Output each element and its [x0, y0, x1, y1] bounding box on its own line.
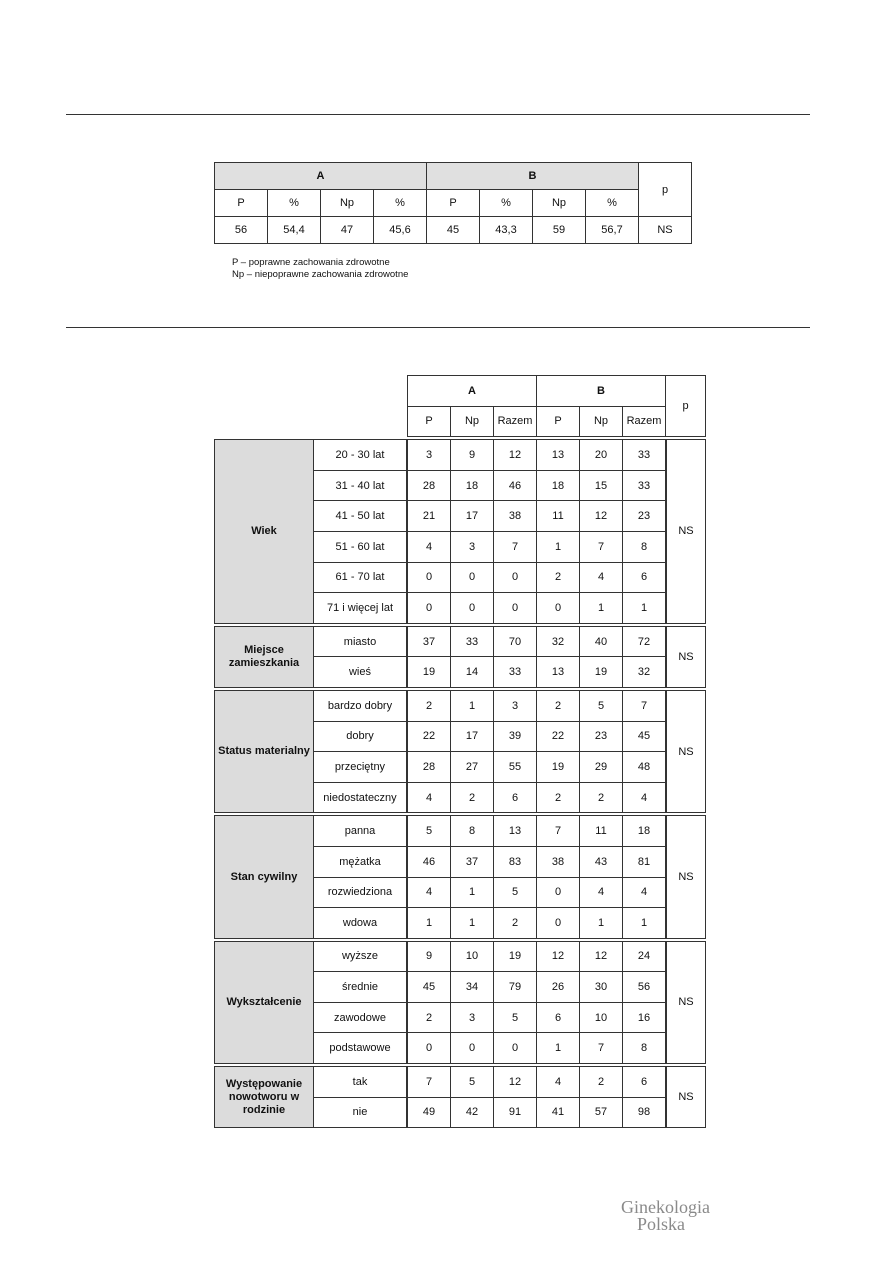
- column-header: Razem: [494, 407, 537, 438]
- value-cell: 38: [494, 501, 537, 532]
- value-cell: 8: [623, 532, 666, 563]
- value-cell: 18: [537, 471, 580, 502]
- summary-table: [214, 162, 692, 244]
- value-cell: 3: [451, 1003, 494, 1034]
- value-cell: 2: [537, 563, 580, 594]
- value-cell: 37: [451, 847, 494, 878]
- value-cell: 33: [623, 439, 666, 471]
- value-cell: 34: [451, 972, 494, 1003]
- middle-rule: [66, 327, 810, 328]
- p-value-cell: NS: [639, 217, 692, 244]
- group-b-header: B: [427, 162, 639, 190]
- value-cell: 0: [407, 593, 451, 624]
- value-cell: 12: [494, 1066, 537, 1098]
- value-cell: 23: [580, 722, 623, 753]
- row-label: rozwiedziona: [314, 878, 407, 909]
- row-label: tak: [314, 1066, 407, 1098]
- value-cell: 37: [407, 626, 451, 658]
- value-cell: 29: [580, 752, 623, 783]
- value-cell: 11: [580, 815, 623, 847]
- group-a-header: A: [407, 375, 537, 407]
- value-cell: 13: [537, 657, 580, 688]
- value-cell: 0: [451, 593, 494, 624]
- value-cell: 32: [537, 626, 580, 658]
- row-label: panna: [314, 815, 407, 847]
- value-cell: 13: [494, 815, 537, 847]
- value-cell: 8: [451, 815, 494, 847]
- value-cell: 7: [494, 532, 537, 563]
- row-label: 61 - 70 lat: [314, 563, 407, 594]
- value-cell: 5: [494, 878, 537, 909]
- p-value-cell: NS: [666, 1066, 706, 1128]
- row-label: bardzo dobry: [314, 690, 407, 722]
- row-label: 20 - 30 lat: [314, 439, 407, 471]
- value-cell: 6: [623, 1066, 666, 1098]
- value-cell: 12: [494, 439, 537, 471]
- value-cell: 5: [580, 690, 623, 722]
- value-cell: 7: [537, 815, 580, 847]
- value-cell: 9: [407, 941, 451, 973]
- table-row: [214, 941, 706, 973]
- value-cell: 91: [494, 1098, 537, 1129]
- row-label: średnie: [314, 972, 407, 1003]
- value-cell: 0: [494, 563, 537, 594]
- value-cell: 1: [451, 878, 494, 909]
- value-cell: 4: [623, 783, 666, 814]
- row-label: dobry: [314, 722, 407, 753]
- value-cell: 28: [407, 752, 451, 783]
- value-cell: 10: [451, 941, 494, 973]
- value-cell: 21: [407, 501, 451, 532]
- value-cell: 43: [580, 847, 623, 878]
- value-cell: 5: [494, 1003, 537, 1034]
- value-cell: 19: [407, 657, 451, 688]
- demographics-table: [214, 375, 706, 1128]
- table-row: [214, 690, 706, 722]
- row-label: 31 - 40 lat: [314, 471, 407, 502]
- value-cell: 7: [580, 1033, 623, 1064]
- value-cell: 3: [407, 439, 451, 471]
- p-value-cell: NS: [666, 439, 706, 624]
- category-label: Miejsce zamieszkania: [214, 626, 314, 688]
- p-value-cell: NS: [666, 941, 706, 1064]
- value-cell: 2: [537, 783, 580, 814]
- column-header: Razem: [623, 407, 666, 438]
- column-header: P: [427, 190, 480, 217]
- value-cell: 27: [451, 752, 494, 783]
- row-label: niedostateczny: [314, 783, 407, 814]
- row-label: wyższe: [314, 941, 407, 973]
- category-label: Wiek: [214, 439, 314, 624]
- value-cell: 10: [580, 1003, 623, 1034]
- value-cell: 47: [321, 217, 374, 244]
- value-cell: 18: [451, 471, 494, 502]
- top-rule: [66, 114, 810, 115]
- column-header: P: [537, 407, 580, 438]
- value-cell: 13: [537, 439, 580, 471]
- value-cell: 45,6: [374, 217, 427, 244]
- value-cell: 14: [451, 657, 494, 688]
- value-cell: 28: [407, 471, 451, 502]
- value-cell: 70: [494, 626, 537, 658]
- value-cell: 41: [537, 1098, 580, 1129]
- row-label: podstawowe: [314, 1033, 407, 1064]
- value-cell: 8: [623, 1033, 666, 1064]
- journal-logo: [621, 1199, 710, 1233]
- value-cell: 26: [537, 972, 580, 1003]
- value-cell: 5: [451, 1066, 494, 1098]
- value-cell: 30: [580, 972, 623, 1003]
- value-cell: 1: [537, 1033, 580, 1064]
- value-cell: 3: [494, 690, 537, 722]
- column-header: %: [374, 190, 427, 217]
- column-header: P: [407, 407, 451, 438]
- value-cell: 79: [494, 972, 537, 1003]
- value-cell: 57: [580, 1098, 623, 1129]
- value-cell: 4: [537, 1066, 580, 1098]
- value-cell: 3: [451, 532, 494, 563]
- value-cell: 33: [494, 657, 537, 688]
- value-cell: 59: [533, 217, 586, 244]
- category-label: Status materialny: [214, 690, 314, 813]
- value-cell: 40: [580, 626, 623, 658]
- table-legend: [232, 257, 408, 281]
- value-cell: 33: [451, 626, 494, 658]
- value-cell: 2: [407, 1003, 451, 1034]
- value-cell: 24: [623, 941, 666, 973]
- value-cell: 4: [407, 532, 451, 563]
- value-cell: 6: [494, 783, 537, 814]
- value-cell: 45: [623, 722, 666, 753]
- value-cell: 72: [623, 626, 666, 658]
- row-label: nie: [314, 1098, 407, 1129]
- row-label: wdowa: [314, 908, 407, 939]
- legend-line: Np – niepoprawne zachowania zdrowotne: [232, 269, 409, 280]
- value-cell: 1: [623, 593, 666, 624]
- value-cell: 0: [407, 1033, 451, 1064]
- value-cell: 45: [407, 972, 451, 1003]
- value-cell: 4: [407, 878, 451, 909]
- value-cell: 18: [623, 815, 666, 847]
- value-cell: 17: [451, 501, 494, 532]
- value-cell: 1: [537, 532, 580, 563]
- value-cell: 2: [494, 908, 537, 939]
- value-cell: 39: [494, 722, 537, 753]
- value-cell: 1: [580, 593, 623, 624]
- value-cell: 0: [537, 908, 580, 939]
- value-cell: 46: [494, 471, 537, 502]
- row-label: 71 i więcej lat: [314, 593, 407, 624]
- column-header: %: [268, 190, 321, 217]
- logo-line: Polska: [637, 1214, 686, 1234]
- legend-line: P – poprawne zachowania zdrowotne: [232, 257, 390, 268]
- value-cell: 1: [451, 908, 494, 939]
- value-cell: 4: [580, 563, 623, 594]
- column-header: %: [586, 190, 639, 217]
- p-value-cell: NS: [666, 626, 706, 688]
- value-cell: 43,3: [480, 217, 533, 244]
- value-cell: 0: [451, 1033, 494, 1064]
- value-cell: 56,7: [586, 217, 639, 244]
- value-cell: 33: [623, 471, 666, 502]
- value-cell: 19: [494, 941, 537, 973]
- row-label: przeciętny: [314, 752, 407, 783]
- value-cell: 0: [537, 593, 580, 624]
- table-row: [214, 626, 706, 658]
- value-cell: 0: [537, 878, 580, 909]
- value-cell: 19: [580, 657, 623, 688]
- value-cell: 98: [623, 1098, 666, 1129]
- column-header: Np: [451, 407, 494, 438]
- row-label: 41 - 50 lat: [314, 501, 407, 532]
- category-label: Wykształcenie: [214, 941, 314, 1064]
- value-cell: 83: [494, 847, 537, 878]
- value-cell: 54,4: [268, 217, 321, 244]
- value-cell: 11: [537, 501, 580, 532]
- row-label: 51 - 60 lat: [314, 532, 407, 563]
- value-cell: 42: [451, 1098, 494, 1129]
- value-cell: 4: [580, 878, 623, 909]
- table-row: [214, 1066, 706, 1098]
- value-cell: 9: [451, 439, 494, 471]
- column-header: P: [214, 190, 268, 217]
- value-cell: 32: [623, 657, 666, 688]
- value-cell: 16: [623, 1003, 666, 1034]
- logo-line: Ginekologia: [621, 1197, 710, 1217]
- value-cell: 1: [580, 908, 623, 939]
- column-header: Np: [580, 407, 623, 438]
- value-cell: 7: [580, 532, 623, 563]
- group-a-header: A: [214, 162, 427, 190]
- value-cell: 46: [407, 847, 451, 878]
- column-header: %: [480, 190, 533, 217]
- value-cell: 38: [537, 847, 580, 878]
- value-cell: 2: [451, 783, 494, 814]
- value-cell: 56: [214, 217, 268, 244]
- p-value-cell: NS: [666, 815, 706, 938]
- table-row: [214, 439, 706, 471]
- value-cell: 12: [580, 501, 623, 532]
- value-cell: 2: [580, 783, 623, 814]
- value-cell: 0: [451, 563, 494, 594]
- column-header: Np: [321, 190, 374, 217]
- value-cell: 48: [623, 752, 666, 783]
- value-cell: 0: [407, 563, 451, 594]
- value-cell: 7: [407, 1066, 451, 1098]
- value-cell: 5: [407, 815, 451, 847]
- value-cell: 23: [623, 501, 666, 532]
- value-cell: 19: [537, 752, 580, 783]
- value-cell: 2: [407, 690, 451, 722]
- value-cell: 7: [623, 690, 666, 722]
- value-cell: 4: [407, 783, 451, 814]
- value-cell: 56: [623, 972, 666, 1003]
- p-value-cell: NS: [666, 690, 706, 813]
- row-label: miasto: [314, 626, 407, 658]
- value-cell: 12: [580, 941, 623, 973]
- value-cell: 12: [537, 941, 580, 973]
- row-label: mężatka: [314, 847, 407, 878]
- value-cell: 20: [580, 439, 623, 471]
- empty-corner: [214, 375, 407, 437]
- row-label: wieś: [314, 657, 407, 688]
- value-cell: 22: [407, 722, 451, 753]
- value-cell: 4: [623, 878, 666, 909]
- value-cell: 55: [494, 752, 537, 783]
- value-cell: 81: [623, 847, 666, 878]
- group-b-header: B: [537, 375, 666, 407]
- value-cell: 1: [407, 908, 451, 939]
- p-header: p: [639, 162, 692, 217]
- column-header: Np: [533, 190, 586, 217]
- row-label: zawodowe: [314, 1003, 407, 1034]
- value-cell: 0: [494, 593, 537, 624]
- value-cell: 6: [537, 1003, 580, 1034]
- value-cell: 45: [427, 217, 480, 244]
- value-cell: 6: [623, 563, 666, 594]
- value-cell: 2: [580, 1066, 623, 1098]
- table-row: [214, 815, 706, 847]
- p-header: p: [666, 375, 706, 437]
- value-cell: 17: [451, 722, 494, 753]
- value-cell: 1: [623, 908, 666, 939]
- value-cell: 2: [537, 690, 580, 722]
- value-cell: 15: [580, 471, 623, 502]
- value-cell: 49: [407, 1098, 451, 1129]
- value-cell: 1: [451, 690, 494, 722]
- value-cell: 22: [537, 722, 580, 753]
- value-cell: 0: [494, 1033, 537, 1064]
- category-label: Występowanie nowotworu w rodzinie: [214, 1066, 314, 1128]
- category-label: Stan cywilny: [214, 815, 314, 938]
